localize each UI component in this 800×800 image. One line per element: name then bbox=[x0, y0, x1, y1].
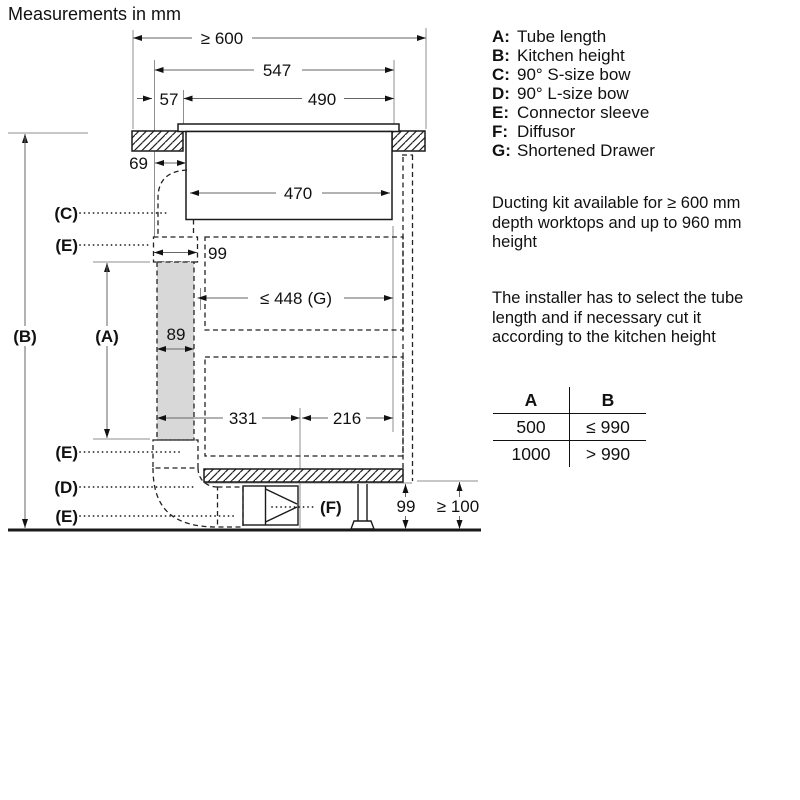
legend-label: 90° L-size bow bbox=[517, 84, 629, 103]
s-bow-outline bbox=[158, 170, 187, 235]
hob-body bbox=[186, 132, 392, 220]
table-header-a: A bbox=[493, 387, 570, 414]
worktop-right bbox=[392, 131, 425, 151]
table-cell: 1000 bbox=[493, 441, 570, 468]
label-s-bow: (C) bbox=[54, 204, 78, 223]
legend-item bbox=[492, 122, 655, 141]
legend-key: D: bbox=[492, 84, 510, 103]
note-installer: The installer has to select the tube length and if necessary cut it according to the kitchen height bbox=[492, 289, 744, 346]
dim-tube-width: 89 bbox=[166, 325, 186, 344]
diffusor bbox=[243, 486, 298, 525]
tube-length-table bbox=[493, 387, 646, 467]
legend-item bbox=[492, 27, 655, 46]
label-diffusor: (F) bbox=[320, 498, 342, 517]
dim-plinth-height: 99 bbox=[396, 497, 416, 516]
note-ducting-kit: Ducting kit available for ≥ 600 mm depth worktops and up to 960 mm height bbox=[492, 194, 742, 251]
table-header-row bbox=[493, 387, 646, 414]
legend-item bbox=[492, 141, 655, 160]
legend-label: Kitchen height bbox=[517, 46, 625, 65]
legend-item bbox=[492, 46, 655, 65]
legend-label: Tube length bbox=[517, 27, 607, 46]
legend-label: 90° S-size bow bbox=[517, 65, 631, 84]
dim-drawer-depth: ≤ 448 (G) bbox=[260, 289, 332, 308]
label-sleeve-mid: (E) bbox=[55, 443, 78, 462]
table-row bbox=[493, 414, 646, 441]
tube bbox=[157, 262, 194, 440]
dim-front-depth: 216 bbox=[332, 409, 362, 428]
parts-legend bbox=[492, 27, 655, 160]
drawer-upper bbox=[205, 237, 403, 330]
dim-body-width: 470 bbox=[283, 184, 313, 203]
drawer-lower bbox=[205, 357, 403, 456]
dim-cutout-width: 490 bbox=[307, 90, 337, 109]
dim-duct-offset: 69 bbox=[129, 154, 148, 173]
dim-plinth-min-height: ≥ 100 bbox=[436, 497, 480, 516]
page-title: Measurements in mm bbox=[8, 4, 182, 24]
hob-glass-plate bbox=[178, 124, 399, 132]
dim-hob-width: 547 bbox=[262, 61, 292, 80]
table-cell: ≤ 990 bbox=[570, 414, 647, 441]
table-row bbox=[493, 441, 646, 468]
hob bbox=[178, 124, 399, 220]
label-sleeve-top: (E) bbox=[55, 236, 78, 255]
dim-rear-depth: 331 bbox=[228, 409, 258, 428]
legend-item bbox=[492, 65, 655, 84]
legend-item bbox=[492, 103, 655, 122]
legend-key: B: bbox=[492, 46, 510, 65]
dim-worktop-depth: ≥ 600 bbox=[200, 29, 244, 48]
table-header-b: B bbox=[570, 387, 647, 414]
legend-item bbox=[492, 84, 655, 103]
label-sleeve-bottom: (E) bbox=[55, 507, 78, 526]
connector-sleeve-horizontal bbox=[218, 487, 244, 527]
table-cell: 500 bbox=[493, 414, 570, 441]
legend-label: Diffusor bbox=[517, 122, 576, 141]
worktop-left bbox=[132, 131, 183, 151]
legend-key: E: bbox=[492, 103, 509, 122]
extension-lines bbox=[8, 28, 478, 528]
table-cell: > 990 bbox=[585, 443, 631, 464]
legend-label: Connector sleeve bbox=[517, 103, 650, 122]
label-tube-length: (A) bbox=[95, 327, 119, 346]
dim-sleeve-width: 99 bbox=[208, 244, 227, 263]
cabinet-shelf bbox=[204, 469, 403, 482]
connector-sleeve-top bbox=[154, 237, 198, 262]
label-l-bow: (D) bbox=[54, 478, 78, 497]
dim-left-offset: 57 bbox=[159, 90, 179, 109]
legend-key: A: bbox=[492, 27, 510, 46]
connector-sleeve-bottom bbox=[153, 440, 198, 468]
legend-key: C: bbox=[492, 65, 510, 84]
label-kitchen-height: (B) bbox=[13, 327, 37, 346]
cabinet-bottom-shelf bbox=[204, 469, 403, 482]
legend-key: G: bbox=[492, 141, 511, 160]
legend-key: F: bbox=[492, 122, 509, 141]
cabinet-leg bbox=[351, 484, 374, 529]
legend-label: Shortened Drawer bbox=[517, 141, 655, 160]
